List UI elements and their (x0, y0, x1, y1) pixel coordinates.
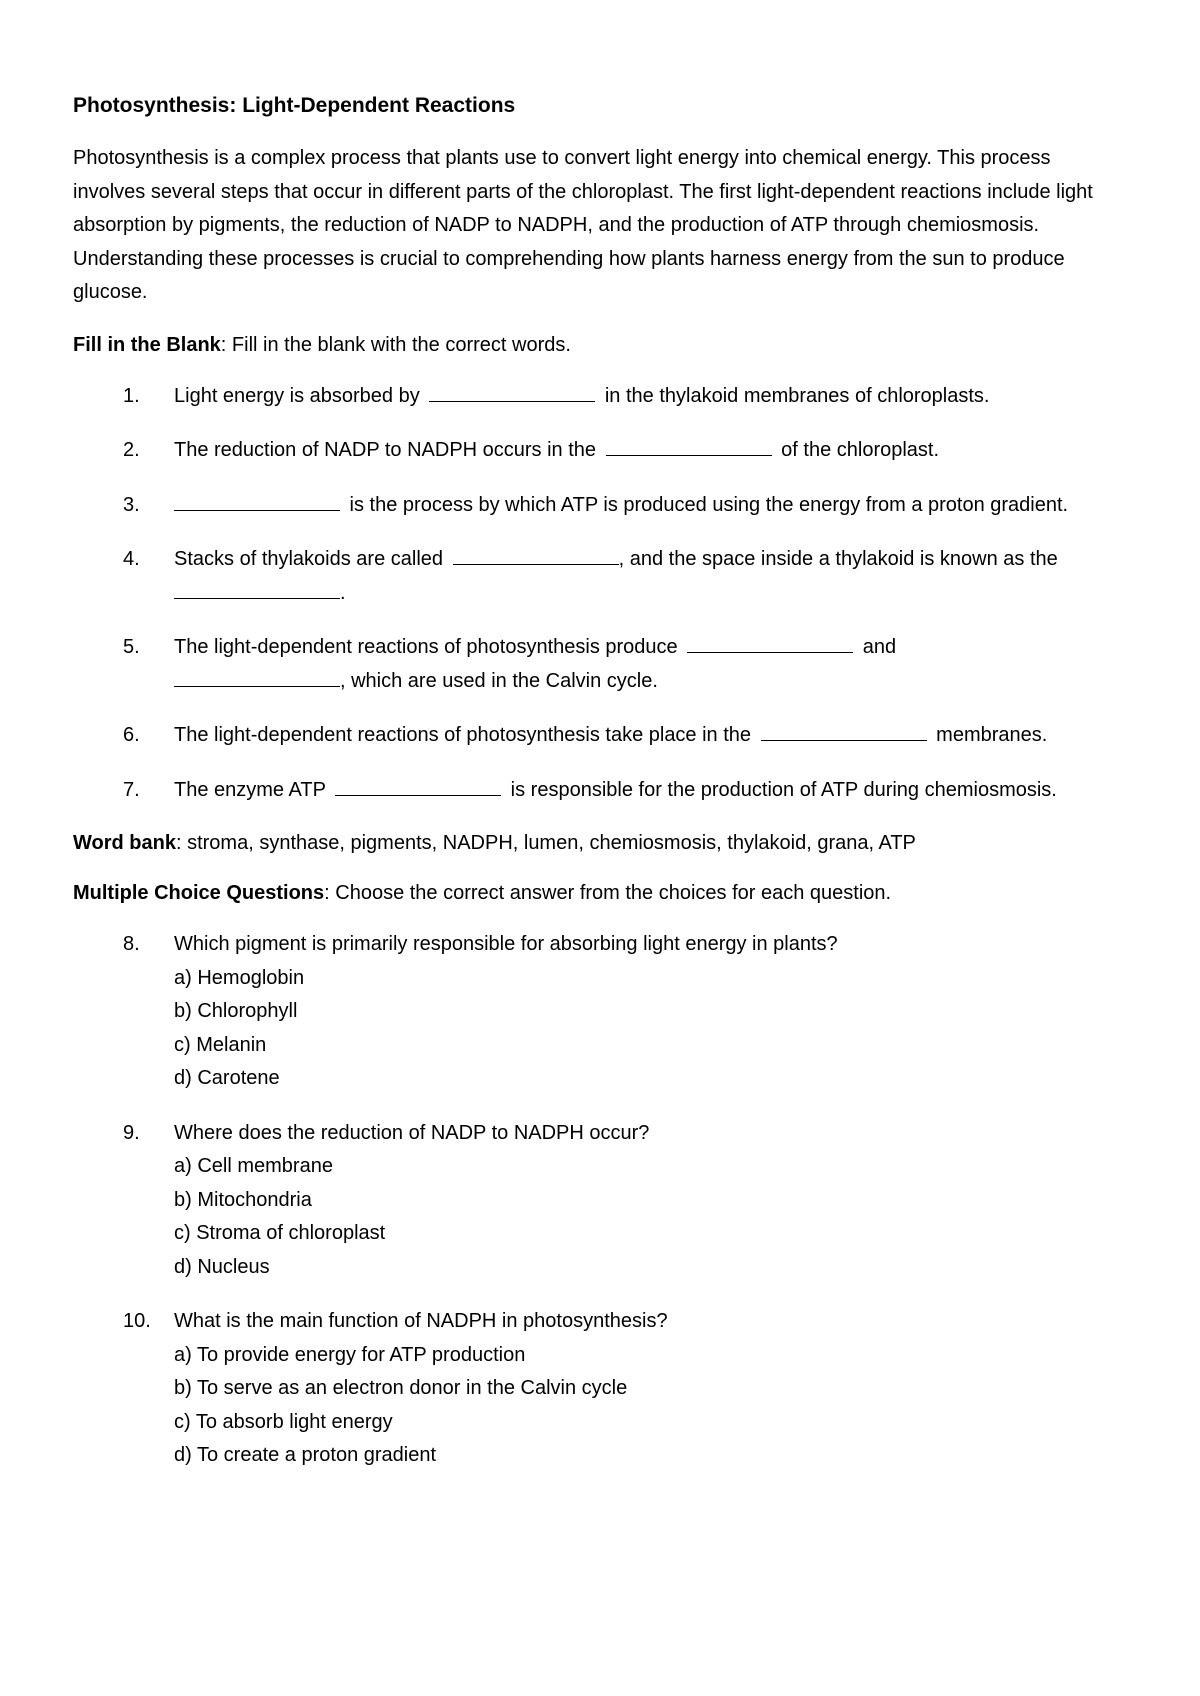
question-body (174, 1117, 1143, 1285)
question-number: 2. (123, 439, 140, 461)
mc-question-9 (73, 1117, 1143, 1285)
answer-blank[interactable] (761, 739, 927, 741)
worksheet-page (73, 92, 1143, 1494)
question-number: 5. (123, 636, 140, 658)
word-bank-list: : stroma, synthase, pigments, NADPH, lumen, chemiosmosis, thylakoid, grana, ATP (175, 832, 916, 854)
question-text: What is the main function of NADPH in photosynthesis? (174, 1310, 668, 1332)
question-number: 9. (123, 1121, 140, 1144)
question-text: Which pigment is primarily responsible for absorbing light energy in plants? (174, 933, 838, 955)
intro-paragraph: Photosynthesis is a complex process that plants use to convert light energy into chemical energy. This process involves several steps that occur in different parts of the chloroplast. The first light-dependent reactions include light absorption by pigments, the reduction of NADP to NADPH, and the production of ATP through chemiosmosis. Understanding these processes is crucial to comprehending how plants harness energy from the sun to produce glucose. (73, 147, 1093, 303)
page-title: Photosynthesis: Light-Dependent Reactions (73, 94, 516, 117)
question-text-part: The enzyme ATP (174, 778, 332, 801)
question-text-part: , and the space inside a thylakoid is known as the (618, 548, 1058, 570)
question-number: 1. (123, 384, 140, 407)
answer-blank[interactable] (453, 563, 619, 565)
answer-option[interactable]: d) Carotene (174, 1067, 280, 1089)
fill-question-4 (73, 543, 1143, 610)
question-number: 6. (123, 724, 140, 746)
answer-blank[interactable] (174, 509, 340, 511)
question-text (174, 380, 1143, 414)
mc-instruction: : Choose the correct answer from the choices for each question. (324, 882, 892, 904)
answer-blank[interactable] (174, 597, 340, 599)
question-number: 3. (123, 493, 140, 516)
answer-option[interactable]: d) To create a proton gradient (174, 1444, 437, 1466)
fill-heading-label: Fill in the Blank (73, 333, 221, 356)
fill-question-6 (73, 719, 1143, 753)
answer-blank[interactable] (606, 454, 772, 456)
question-text (174, 489, 1143, 523)
word-bank (73, 828, 1143, 858)
question-text (174, 774, 1143, 808)
word-bank-label: Word bank (73, 832, 176, 854)
answer-blank[interactable] (174, 685, 340, 687)
answer-option[interactable]: b) Mitochondria (174, 1188, 312, 1211)
question-number: 4. (123, 548, 140, 570)
question-text-part: The light-dependent reactions of photosynthesis produce (174, 636, 684, 658)
mc-question-10 (73, 1305, 1143, 1473)
question-body (174, 1305, 1143, 1473)
fill-question-3 (73, 489, 1143, 523)
question-text-part: The light-dependent reactions of photosynthesis take place in the (174, 724, 757, 746)
question-text (174, 719, 1143, 753)
mc-question-8 (73, 928, 1143, 1096)
fill-question-7 (73, 774, 1143, 808)
answer-option[interactable]: c) Melanin (174, 1033, 267, 1056)
question-text (174, 631, 1143, 698)
question-text (174, 434, 1143, 468)
question-number: 10. (123, 1310, 151, 1332)
fill-instruction: : Fill in the blank with the correct words. (220, 333, 571, 356)
fill-question-5 (73, 631, 1143, 698)
mc-section-heading (73, 878, 1143, 908)
question-text-part: The reduction of NADP to NADPH occurs in the (174, 439, 602, 461)
question-text (174, 543, 1143, 610)
answer-option[interactable]: a) Cell membrane (174, 1155, 333, 1177)
question-text-part: Light energy is absorbed by (174, 384, 426, 407)
answer-option[interactable]: b) Chlorophyll (174, 1000, 298, 1022)
question-number: 7. (123, 778, 140, 801)
answer-blank[interactable] (687, 651, 853, 653)
answer-option[interactable]: b) To serve as an electron donor in the Calvin cycle (174, 1377, 628, 1399)
answer-option[interactable]: a) To provide energy for ATP production (174, 1343, 526, 1366)
question-number: 8. (123, 933, 140, 955)
mc-heading-label: Multiple Choice Questions (73, 882, 325, 904)
answer-blank[interactable] (429, 400, 595, 402)
answer-option[interactable]: a) Hemoglobin (174, 966, 305, 989)
question-text: Where does the reduction of NADP to NADPH occur? (174, 1121, 650, 1144)
question-text-part: of the chloroplast. (775, 439, 940, 461)
question-text-part: is responsible for the production of ATP during chemiosmosis. (505, 778, 1057, 801)
answer-option[interactable]: c) To absorb light energy (174, 1410, 393, 1433)
answer-option[interactable]: c) Stroma of chloroplast (174, 1222, 386, 1244)
fill-question-1 (73, 380, 1143, 414)
question-text-part: in the thylakoid membranes of chloroplasts. (599, 384, 990, 407)
answer-blank[interactable] (335, 794, 501, 796)
question-text-part: is the process by which ATP is produced using the energy from a proton gradient. (344, 493, 1069, 516)
question-text-part: . (340, 581, 346, 604)
question-text-part: Stacks of thylakoids are called (174, 548, 449, 570)
answer-option[interactable]: d) Nucleus (174, 1255, 270, 1278)
question-text-part: , which are used in the Calvin cycle. (340, 669, 658, 692)
fill-section-heading (73, 330, 1143, 360)
question-text-part: membranes. (930, 724, 1048, 746)
question-body (174, 928, 1143, 1096)
question-text-part: and (857, 636, 897, 658)
fill-question-2 (73, 434, 1143, 468)
